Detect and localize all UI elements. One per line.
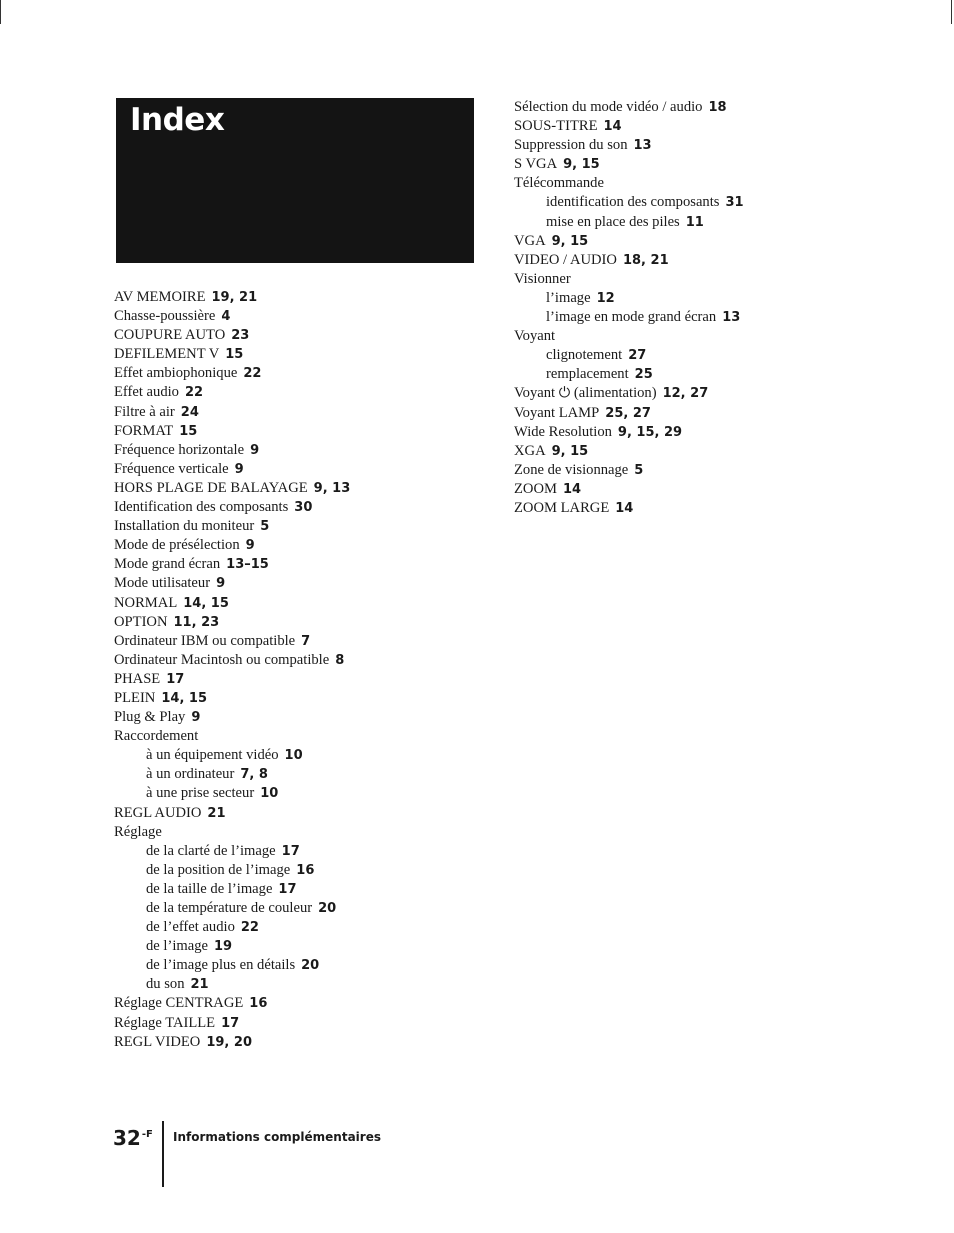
index-entry — [114, 765, 484, 784]
index-pages: 15 — [225, 347, 244, 363]
index-pages: 22 — [243, 366, 262, 382]
index-term: Ordinateur Macintosh ou compatible — [114, 651, 330, 668]
index-term: Réglage CENTRAGE — [114, 995, 244, 1012]
edge-mark-right — [951, 0, 952, 24]
index-pages: 14 — [615, 500, 634, 516]
index-term: à une prise secteur — [146, 785, 255, 802]
index-entry — [514, 423, 914, 442]
index-column-right — [514, 98, 914, 518]
index-entry — [114, 403, 484, 422]
index-term: Suppression du son — [514, 137, 628, 154]
index-entry — [114, 784, 484, 803]
index-pages: 9, 15 — [563, 157, 600, 173]
index-entry — [114, 880, 484, 899]
index-pages: 9 — [250, 442, 260, 458]
index-pages: 18, 21 — [622, 252, 669, 268]
index-entry — [114, 288, 484, 307]
index-term: Raccordement — [114, 728, 199, 745]
index-pages: 15 — [179, 423, 198, 439]
index-term: Effet ambiophonique — [114, 365, 238, 382]
index-term: du son — [146, 976, 185, 993]
index-pages: 31 — [725, 195, 744, 211]
index-term: HORS PLAGE DE BALAYAGE — [114, 479, 308, 496]
footer-section-title: Informations complémentaires — [173, 1130, 381, 1144]
index-entry — [114, 479, 484, 498]
index-entry — [114, 422, 484, 441]
index-term: de l’effet audio — [146, 919, 235, 936]
index-entry — [114, 651, 484, 670]
index-term: de l’image plus en détails — [146, 957, 296, 974]
index-term: à un ordinateur — [146, 766, 235, 783]
index-entry — [114, 994, 484, 1013]
index-term: Voyant — [514, 328, 556, 345]
page-number-value: 32 — [113, 1126, 141, 1150]
index-entry — [514, 404, 914, 423]
index-term: de la clarté de l’image — [146, 842, 276, 859]
index-pages: 19, 21 — [211, 290, 258, 305]
index-pages: 8 — [335, 652, 345, 668]
index-entry — [114, 536, 484, 555]
index-pages: 9, 13 — [313, 480, 351, 496]
index-term: Mode utilisateur — [114, 575, 211, 592]
index-term: OPTION — [114, 613, 168, 630]
index-term: l’image en mode grand écran — [546, 309, 717, 326]
index-pages: 17 — [281, 843, 300, 859]
index-entry — [114, 746, 484, 765]
index-term: Voyant ⏻ (alimentation) — [514, 385, 657, 402]
index-pages: 5 — [260, 519, 270, 535]
index-term: Mode grand écran — [114, 556, 221, 573]
index-entry — [514, 384, 914, 403]
index-pages: 17 — [221, 1015, 240, 1031]
index-pages: 9 — [245, 538, 255, 554]
index-pages: 13 — [722, 310, 741, 326]
index-entry — [114, 975, 484, 994]
index-header-block — [116, 98, 474, 263]
index-entry — [114, 326, 484, 345]
index-pages: 9 — [216, 576, 226, 592]
index-term: REGL AUDIO — [114, 804, 202, 821]
index-pages: 30 — [294, 500, 313, 516]
index-entry — [114, 956, 484, 975]
index-pages: 22 — [184, 385, 204, 401]
index-pages: 7 — [301, 633, 311, 649]
index-entry — [114, 307, 484, 326]
index-term: Ordinateur IBM ou compatible — [114, 632, 296, 649]
index-term: VIDEO / AUDIO — [514, 251, 617, 268]
index-entry — [114, 383, 484, 402]
index-pages: 25, 27 — [605, 405, 651, 421]
index-entry — [114, 441, 484, 460]
index-pages: 7, 8 — [240, 767, 268, 783]
index-entry — [514, 327, 914, 346]
index-term: clignotement — [546, 347, 623, 364]
index-term: REGL VIDEO — [114, 1033, 201, 1050]
index-term: Chasse-poussière — [114, 308, 216, 325]
index-pages: 19 — [214, 939, 233, 955]
index-entry — [114, 727, 484, 746]
index-pages: 10 — [260, 786, 279, 802]
index-pages: 16 — [296, 862, 315, 878]
index-pages: 17 — [166, 671, 185, 687]
index-entry — [514, 117, 914, 136]
index-entry — [114, 1014, 484, 1033]
index-pages: 16 — [249, 996, 268, 1012]
index-term: l’image — [546, 289, 591, 306]
index-entry — [114, 918, 484, 937]
index-term: Télécommande — [514, 175, 604, 192]
index-entry — [114, 364, 484, 383]
index-entry — [114, 842, 484, 861]
index-term: NORMAL — [114, 594, 178, 611]
index-term: Filtre à air — [114, 403, 175, 420]
index-pages: 13–15 — [226, 557, 269, 573]
index-entry — [114, 804, 484, 823]
index-entry — [114, 861, 484, 880]
index-entry — [114, 594, 484, 613]
index-term: de l’image — [146, 938, 208, 955]
footer-divider — [162, 1121, 164, 1187]
index-term: Voyant LAMP — [514, 404, 600, 421]
index-pages: 27 — [628, 348, 647, 364]
index-entry — [514, 308, 914, 327]
index-entry — [514, 213, 914, 232]
index-pages: 11 — [685, 214, 704, 230]
index-entry — [514, 270, 914, 289]
index-entry — [114, 613, 484, 632]
index-term: AV MEMOIRE — [114, 289, 206, 305]
index-entry — [114, 708, 484, 727]
index-term: de la taille de l’image — [146, 880, 273, 897]
index-pages: 9, 15, 29 — [617, 424, 683, 440]
index-entry — [514, 98, 914, 117]
index-entry — [114, 555, 484, 574]
edge-mark-left — [0, 0, 1, 24]
index-entry — [114, 937, 484, 956]
index-pages: 19, 20 — [206, 1034, 252, 1050]
page-number — [113, 1126, 153, 1150]
index-pages: 23 — [231, 328, 250, 344]
index-term: Wide Resolution — [514, 423, 612, 440]
index-pages: 18 — [708, 100, 727, 115]
index-term: de la température de couleur — [146, 900, 313, 916]
index-pages: 21 — [207, 805, 226, 821]
index-pages: 25 — [634, 367, 653, 383]
index-entry — [514, 346, 914, 365]
index-pages: 9 — [191, 710, 201, 726]
index-pages: 12 — [596, 290, 615, 306]
index-pages: 5 — [634, 462, 644, 478]
index-term: SOUS-TITRE — [514, 118, 598, 135]
index-term: COUPURE AUTO — [114, 327, 226, 344]
index-entry — [114, 345, 484, 364]
index-entry — [514, 155, 914, 174]
index-term: Réglage — [114, 823, 162, 840]
index-term: DEFILEMENT V — [114, 346, 220, 363]
index-entry — [114, 823, 484, 842]
index-entry — [514, 289, 914, 308]
index-term: S VGA — [514, 156, 558, 173]
index-pages: 14, 15 — [161, 690, 208, 706]
index-term: ZOOM — [514, 480, 557, 497]
index-term: Mode de présélection — [114, 537, 240, 554]
index-entry — [514, 174, 914, 193]
index-pages: 4 — [221, 309, 231, 325]
index-pages: 14 — [562, 481, 582, 497]
index-term: Installation du moniteur — [114, 518, 255, 535]
index-column-left — [114, 288, 484, 1052]
index-term: Sélection du mode vidéo / audio — [514, 99, 703, 115]
index-term: à un équipement vidéo — [146, 747, 279, 764]
index-entry — [514, 365, 914, 384]
index-pages: 21 — [190, 977, 209, 993]
index-entry — [514, 499, 914, 518]
index-pages: 14 — [603, 119, 622, 135]
index-entry — [514, 136, 914, 155]
index-entry — [514, 442, 914, 461]
index-pages: 13 — [633, 138, 652, 154]
index-pages: 14, 15 — [183, 595, 229, 611]
index-entry — [114, 689, 484, 708]
index-term: FORMAT — [114, 422, 174, 439]
index-pages: 11, 23 — [173, 614, 220, 630]
index-term: Zone de visionnage — [514, 461, 629, 478]
index-pages: 22 — [240, 920, 259, 936]
index-term: Fréquence verticale — [114, 460, 229, 477]
index-pages: 20 — [301, 958, 320, 974]
index-term: XGA — [514, 442, 546, 459]
index-entry — [514, 193, 914, 212]
index-entry — [114, 670, 484, 689]
index-entry — [114, 517, 484, 536]
index-entry — [114, 460, 484, 479]
index-entry — [114, 1033, 484, 1052]
index-term: Effet audio — [114, 384, 179, 401]
index-term: PHASE — [114, 670, 161, 687]
index-term: identification des composants — [546, 194, 720, 211]
index-pages: 20 — [318, 901, 337, 916]
index-pages: 9 — [234, 461, 244, 477]
index-entry — [114, 632, 484, 651]
index-entry — [514, 232, 914, 251]
index-entry — [514, 251, 914, 270]
page-title: Index — [130, 102, 225, 138]
index-entry — [514, 480, 914, 499]
index-pages: 17 — [278, 881, 297, 897]
index-pages: 10 — [284, 748, 303, 764]
index-term: de la position de l’image — [146, 861, 291, 878]
index-term: Réglage TAILLE — [114, 1014, 216, 1031]
index-pages: 24 — [180, 404, 199, 420]
index-entry — [514, 461, 914, 480]
index-term: VGA — [514, 232, 546, 249]
index-entry — [114, 498, 484, 517]
index-entry — [114, 899, 484, 918]
index-term: ZOOM LARGE — [514, 499, 610, 516]
index-entry — [114, 574, 484, 593]
index-term: PLEIN — [114, 689, 156, 706]
index-term: mise en place des piles — [546, 213, 680, 230]
index-term: Identification des composants — [114, 499, 289, 516]
index-term: Fréquence horizontale — [114, 441, 245, 458]
index-term: remplacement — [546, 366, 629, 383]
index-pages: 9, 15 — [551, 443, 589, 459]
index-term: Plug & Play — [114, 709, 186, 726]
index-pages: 9, 15 — [551, 233, 589, 249]
index-pages: 12, 27 — [662, 386, 709, 402]
index-term: Visionner — [514, 270, 571, 287]
page-number-suffix: -F — [141, 1129, 153, 1140]
